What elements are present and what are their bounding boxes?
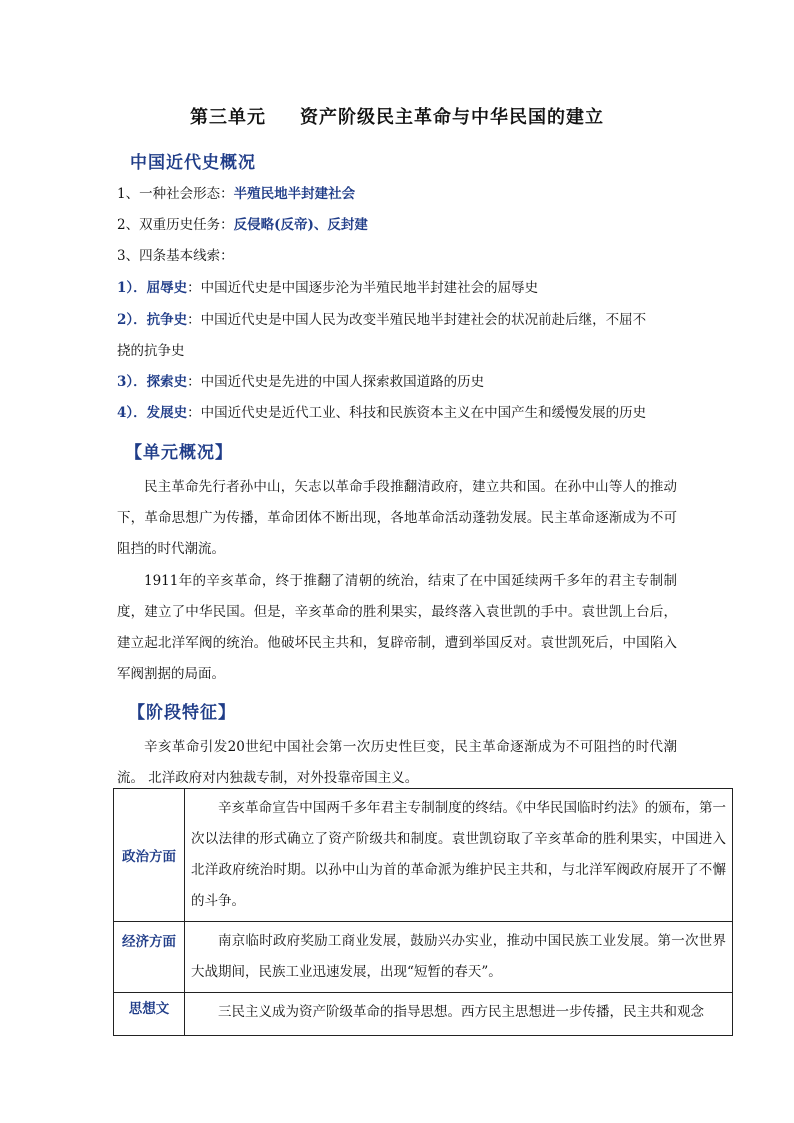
unit-overview-paragraph-1: 民主革命先行者孙中山，矢志以革命手段推翻清政府，建立共和国。在孙中山等人的推动下，革命思想广为传播，革命团体不断出现，各地革命活动蓬勃发展。民主革命逐渐成为不可阻挡的时代潮流。 [117,479,677,557]
point-1: 1、一种社会形态：半殖民地半封建社会 [117,186,356,202]
clue-2: 2）．抗争史：中国近代史是中国人民为改变半殖民地半封建社会的状况前赴后继，不屈不 [117,312,647,328]
row-body-thought: 三民主义成为资产阶级革命的指导思想。西方民主思想进一步传播，民主共和观念 [185,993,733,1036]
unit-overview-heading: 【单元概况】 [125,443,233,463]
clue-1: 1）．屈辱史：中国近代史是中国逐步沦为半殖民地半封建社会的屈辱史 [117,280,539,296]
unit-name: 资产阶级民主革命与中华民国的建立 [300,107,604,128]
row-body-politics: 辛亥革命宣告中国两千多年君主专制制度的终结。《中华民国临时约法》的颁布，第一次以法律的形式确立了资产阶级共和制度。袁世凯窃取了辛亥革命的胜利果实，中国进入北洋政府统治时期。以孙中山为首的革命派为维护民主共和，与北洋军阀政府展开了不懈的斗争。 [185,789,733,922]
point-2: 2、双重历史任务：反侵略(反帝)、反封建 [117,217,368,233]
overview-heading: 中国近代史概况 [130,153,256,173]
table-row [114,922,733,993]
clue-2-cont: 挠的抗争史 [117,343,185,359]
clue-3: 3）．探索史：中国近代史是先进的中国人探索救国道路的历史 [117,374,485,390]
row-head-thought: 思想文 [114,993,185,1036]
row-head-politics: 政治方面 [114,789,185,922]
row-body-economy: 南京临时政府奖励工商业发展，鼓励兴办实业，推动中国民族工业发展。第一次世界大战期间，民族工业迅速发展，出现“短暂的春天”。 [185,922,733,993]
row-head-economy: 经济方面 [114,922,185,993]
table-row [114,789,733,922]
stage-features-intro: 辛亥革命引发20世纪中国社会第一次历史性巨变，民主革命逐渐成为不可阻挡的时代潮流。 北洋政府对内独裁专制，对外投靠帝国主义。 [117,739,677,786]
unit-title [0,103,794,129]
stage-features-heading: 【阶段特征】 [128,703,236,723]
clue-4: 4）．发展史：中国近代史是近代工业、科技和民族资本主义在中国产生和缓慢发展的历史 [117,405,647,421]
table-row [114,993,733,1036]
point-3: 3、四条基本线索： [117,248,234,264]
unit-overview-paragraph-2: 1911年的辛亥革命，终于推翻了清朝的统治，结束了在中国延续两千多年的君主专制制度，建立了中华民国。但是，辛亥革命的胜利果实，最终落入袁世凯的手中。袁世凯上台后，建立起北洋军阀的统治。他破坏民主共和，复辟帝制，遭到举国反对。袁世凯死后，中国陷入军阀割据的局面。 [117,573,677,682]
stage-features-table [113,788,733,1036]
unit-number: 第三单元 [190,107,266,128]
